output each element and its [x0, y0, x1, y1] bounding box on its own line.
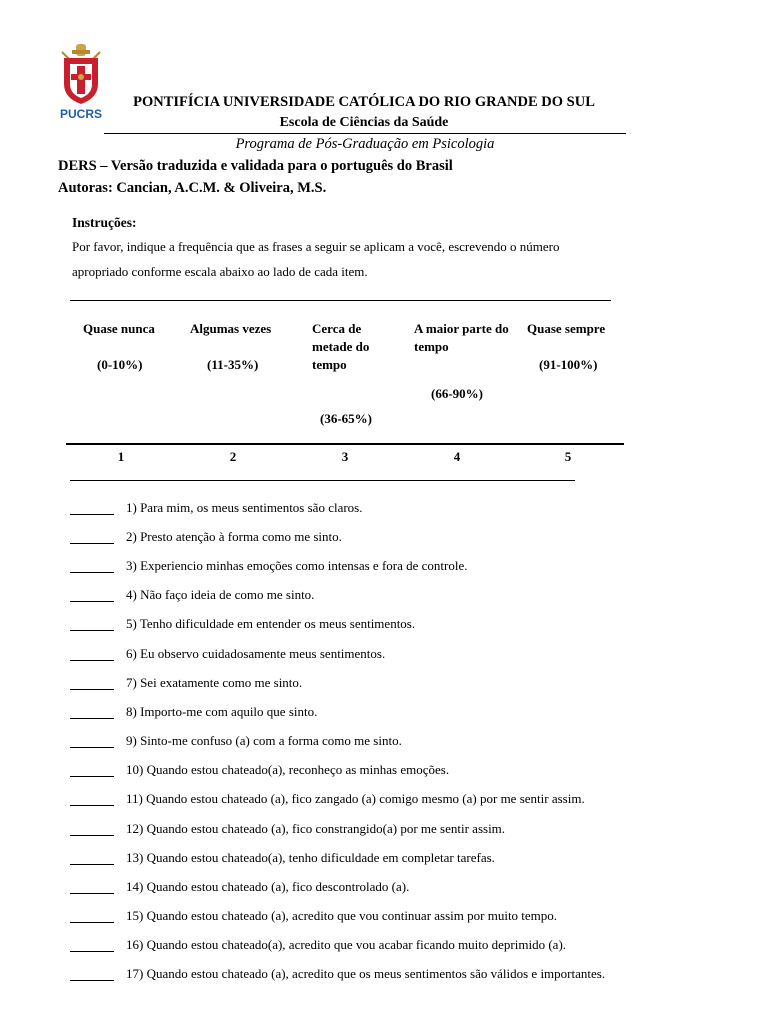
scale-mid-divider [66, 443, 624, 445]
scale-label-5: Quase sempre [527, 321, 606, 336]
item-text: 4) Não faço ideia de como me sinto. [126, 587, 315, 602]
item-row [70, 673, 710, 697]
item-row [70, 585, 710, 609]
scale-bottom-divider [70, 480, 575, 481]
answer-blank[interactable] [70, 543, 114, 544]
item-text: 11) Quando estou chateado (a), fico zangado (a) comigo mesmo (a) por me sentir assim. [126, 791, 585, 806]
item-text: 17) Quando estou chateado (a), acredito que os meus sentimentos são válidos e importantes. [126, 966, 606, 981]
answer-blank[interactable] [70, 660, 114, 661]
item-text: 6) Eu observo cuidadosamente meus sentimentos. [126, 646, 386, 661]
item-text: 7) Sei exatamente como me sinto. [126, 675, 303, 690]
item-text: 15) Quando estou chateado (a), acredito que vou continuar assim por muito tempo. [126, 908, 558, 923]
item-row [70, 877, 710, 901]
answer-blank[interactable] [70, 951, 114, 952]
scale-number-2: 2 [229, 449, 237, 464]
scale-range-3: (36-65%) [320, 411, 372, 426]
scale-range-2: (11-35%) [207, 357, 259, 372]
item-text: 1) Para mim, os meus sentimentos são claros. [126, 500, 363, 515]
item-text: 13) Quando estou chateado(a), tenho dificuldade em completar tarefas. [126, 850, 495, 865]
answer-blank[interactable] [70, 776, 114, 777]
item-text: 12) Quando estou chateado (a), fico constrangido(a) por me sentir assim. [126, 821, 506, 836]
item-row [70, 964, 710, 988]
scale-number-1: 1 [117, 449, 125, 464]
scale-label-3: Cerca de metade do tempo [312, 321, 370, 372]
answer-blank[interactable] [70, 893, 114, 894]
item-row [70, 848, 710, 872]
answer-blank[interactable] [70, 572, 114, 573]
header-divider [104, 133, 626, 134]
item-row [70, 760, 710, 784]
item-row [70, 906, 710, 930]
instructions-line-1: Por favor, indique a frequência que as frases a seguir se aplicam a você, escrevendo o número [72, 239, 560, 254]
scale-label-4: A maior parte do tempo [414, 321, 509, 354]
answer-blank[interactable] [70, 514, 114, 515]
item-text: 5) Tenho dificuldade em entender os meus sentimentos. [126, 616, 416, 631]
item-row [70, 644, 710, 668]
program-name: Programa de Pós-Graduação em Psicologia [235, 136, 495, 152]
answer-blank[interactable] [70, 835, 114, 836]
item-text: 9) Sinto-me confuso (a) com a forma como me sinto. [126, 733, 402, 748]
answer-blank[interactable] [70, 864, 114, 865]
item-row [70, 702, 710, 726]
item-row [70, 819, 710, 843]
item-text: 3) Experiencio minhas emoções como intensas e fora de controle. [126, 558, 468, 573]
item-row [70, 731, 710, 755]
instructions-line-2: apropriado conforme escala abaixo ao lado de cada item. [72, 264, 368, 279]
university-name: PONTIFÍCIA UNIVERSIDADE CATÓLICA DO RIO GRANDE DO SUL [133, 94, 595, 110]
item-text: 8) Importo-me com aquilo que sinto. [126, 704, 318, 719]
answer-blank[interactable] [70, 747, 114, 748]
scale-number-3: 3 [341, 449, 349, 464]
document-title: DERS – Versão traduzida e validada para o português do Brasil [58, 158, 453, 174]
scale-range-1: (0-10%) [97, 357, 143, 372]
answer-blank[interactable] [70, 922, 114, 923]
svg-text:PUCRS: PUCRS [59, 107, 103, 120]
document-authors: Autoras: Cancian, A.C.M. & Oliveira, M.S. [58, 180, 327, 196]
item-text: 10) Quando estou chateado(a), reconheço as minhas emoções. [126, 762, 450, 777]
item-row [70, 935, 710, 959]
answer-blank[interactable] [70, 630, 114, 631]
scale-number-4: 4 [453, 449, 461, 464]
answer-blank[interactable] [70, 805, 114, 806]
instructions-title: Instruções: [72, 215, 137, 230]
scale-number-5: 5 [564, 449, 572, 464]
item-text: 2) Presto atenção à forma como me sinto. [126, 529, 342, 544]
item-row [70, 527, 710, 551]
answer-blank[interactable] [70, 980, 114, 981]
answer-blank[interactable] [70, 689, 114, 690]
answer-blank[interactable] [70, 601, 114, 602]
scale-range-4: (66-90%) [431, 386, 483, 401]
scale-label-2: Algumas vezes [190, 321, 272, 336]
school-name: Escola de Ciências da Saúde [279, 115, 449, 130]
item-text: 16) Quando estou chateado(a), acredito que vou acabar ficando muito deprimido (a). [126, 937, 567, 952]
item-text: 14) Quando estou chateado (a), fico descontrolado (a). [126, 879, 410, 894]
scale-top-divider [70, 300, 611, 301]
answer-blank[interactable] [70, 718, 114, 719]
scale-range-5: (91-100%) [539, 357, 598, 372]
item-row [70, 789, 710, 813]
scale-label-1: Quase nunca [83, 321, 155, 336]
item-row [70, 556, 710, 580]
item-row [70, 498, 710, 522]
item-row [70, 614, 710, 638]
